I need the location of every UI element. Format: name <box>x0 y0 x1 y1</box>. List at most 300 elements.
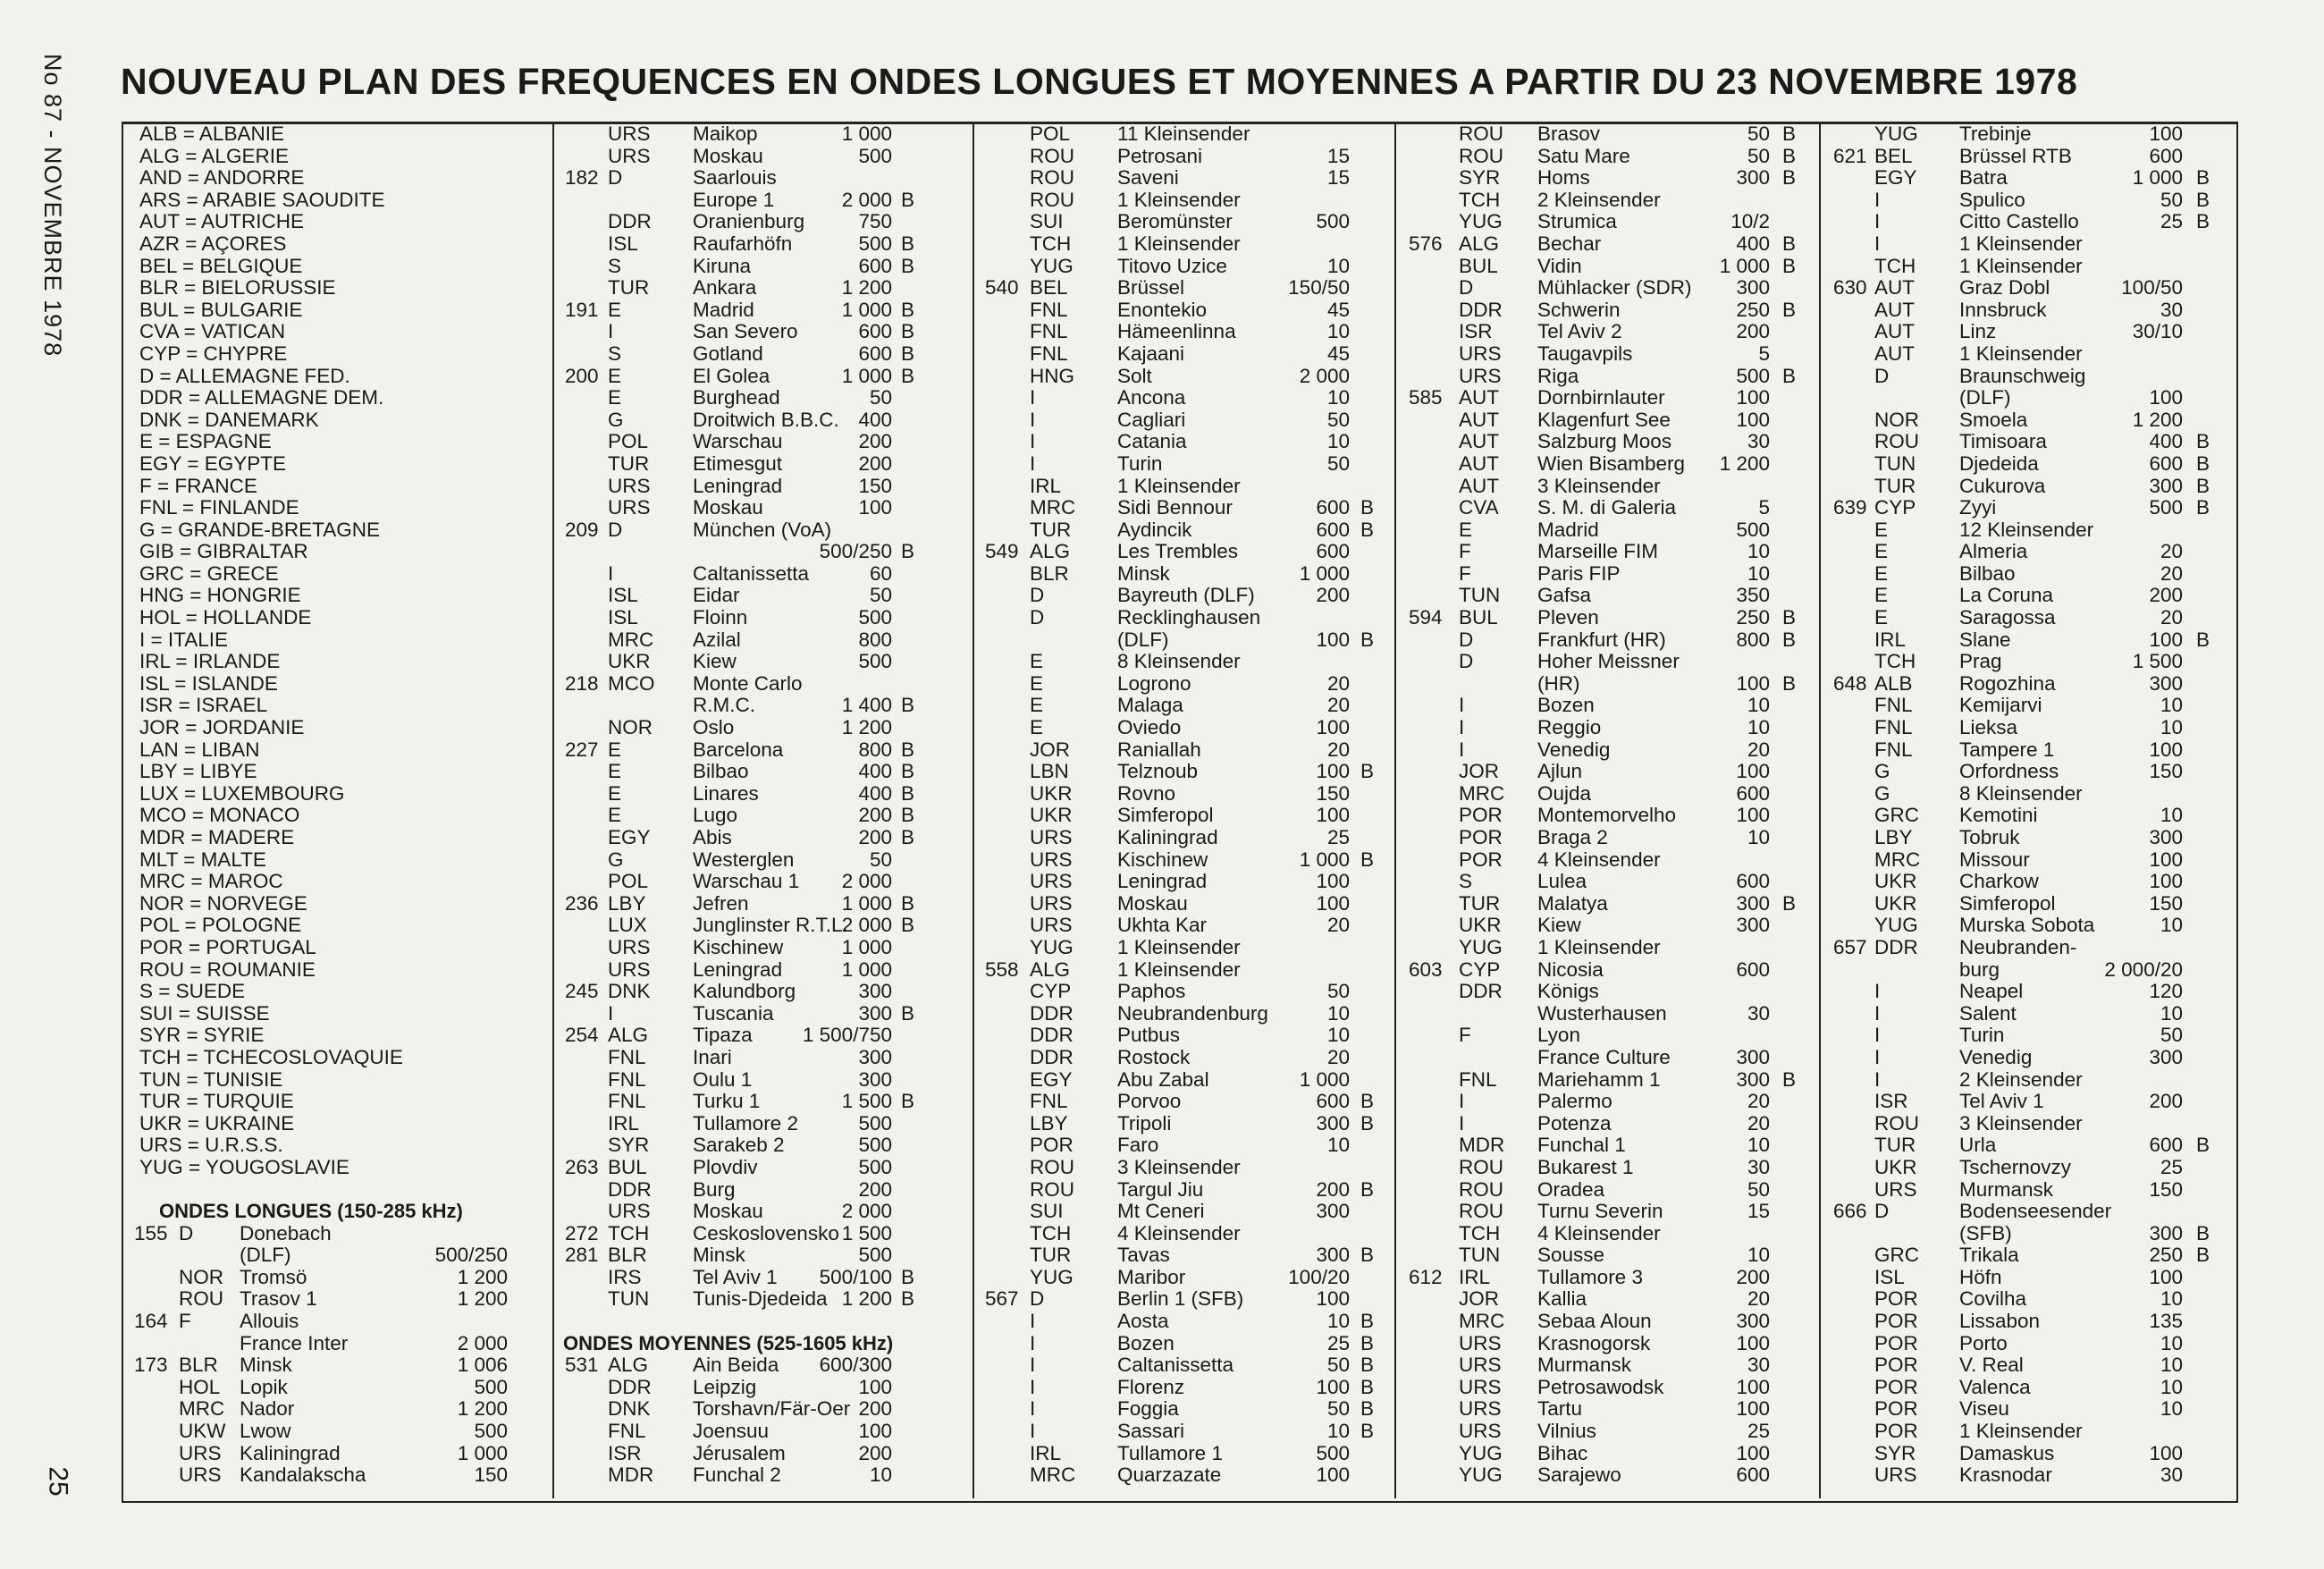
table-row <box>974 651 1393 673</box>
table-row <box>974 299 1393 322</box>
station-name-cell: Wusterhausen <box>1537 1001 1667 1025</box>
table-row <box>974 959 1393 982</box>
b-flag-cell: B <box>901 320 915 343</box>
station-name-cell: Missour <box>1959 848 2030 871</box>
table-row <box>554 1267 971 1289</box>
table-row <box>1396 585 1817 607</box>
legend-item <box>123 299 551 322</box>
legend-text: YUG = YOUGOSLAVIE <box>139 1155 349 1178</box>
legend-item <box>123 343 551 366</box>
legend-item <box>123 1069 551 1092</box>
table-row <box>1821 431 2233 453</box>
table-row <box>554 761 971 783</box>
country-code-cell: GRC <box>1874 1244 1919 1267</box>
power-cell: 50 <box>1326 408 1350 431</box>
station-name-cell: Oulu 1 <box>693 1067 753 1091</box>
station-name-cell: Minsk <box>1117 561 1170 585</box>
table-row <box>554 233 971 256</box>
power-cell: 500 <box>474 1420 508 1443</box>
country-code-cell: TUR <box>1030 518 1072 541</box>
table-row <box>1821 453 2233 476</box>
country-code-cell: I <box>1030 1375 1036 1398</box>
station-name-cell: Dornbirnlauter <box>1537 386 1665 409</box>
country-code-cell: URS <box>179 1464 222 1487</box>
power-cell: 300 <box>1736 166 1770 190</box>
country-code-cell: NOR <box>179 1265 223 1288</box>
station-name-cell: 4 Kleinsender <box>1117 1221 1241 1244</box>
power-cell: 600 <box>858 320 892 343</box>
country-code-cell: D <box>1459 276 1474 299</box>
station-name-cell: Tripoli <box>1117 1111 1172 1135</box>
power-cell: 300 <box>1736 914 1770 937</box>
legend-item <box>123 915 551 937</box>
station-name-cell: Tobruk <box>1959 826 2020 848</box>
b-flag-cell: B <box>1360 1090 1375 1113</box>
table-row <box>974 629 1393 652</box>
country-code-cell: F <box>179 1310 191 1333</box>
station-name-cell: Droitwich B.B.C. <box>693 408 839 431</box>
legend-item <box>123 1113 551 1135</box>
station-name-cell: Paris FIP <box>1537 561 1621 585</box>
table-row <box>554 431 971 453</box>
table-row <box>554 1311 971 1333</box>
power-cell: 20 <box>1747 738 1770 761</box>
country-code-cell: DNK <box>608 980 651 1003</box>
table-row <box>1396 761 1817 783</box>
country-code-cell: YUG <box>1874 914 1918 937</box>
station-name-cell: 1 Kleinsender <box>1959 232 2083 255</box>
legend-text: NOR = NORVEGE <box>139 891 307 915</box>
country-code-cell: E <box>1030 716 1044 739</box>
country-code-cell: UKR <box>608 650 651 673</box>
table-row <box>1821 607 2233 629</box>
station-name-cell: Simferopol <box>1117 804 1214 827</box>
power-cell: 500 <box>858 1244 892 1267</box>
table-row <box>1396 1421 1817 1443</box>
table-row <box>1396 1179 1817 1202</box>
station-name-cell: 1 Kleinsender <box>1959 342 2083 365</box>
station-name-cell: Junglinster R.T.L. <box>693 914 848 937</box>
power-cell: 500 <box>1736 364 1770 387</box>
table-row <box>1396 783 1817 806</box>
country-code-cell: ROU <box>1030 166 1074 190</box>
station-name-cell: Trikala <box>1959 1244 2019 1267</box>
table-row <box>1396 1025 1817 1047</box>
power-cell: 10 <box>1747 1134 1770 1157</box>
country-code-cell: UKR <box>1874 870 1917 893</box>
b-flag-cell: B <box>2196 210 2210 233</box>
power-cell: 60 <box>869 561 892 585</box>
station-name-cell: Tavas <box>1117 1244 1170 1267</box>
b-flag-cell: B <box>901 232 915 255</box>
country-code-cell: ROU <box>1030 1155 1074 1178</box>
table-row <box>1821 366 2233 388</box>
table-row <box>1396 827 1817 849</box>
station-name-cell: Cagliari <box>1117 408 1186 431</box>
b-flag-cell: B <box>2196 451 2210 475</box>
legend-text: LBY = LIBYE <box>139 760 257 783</box>
table-row <box>554 805 971 827</box>
station-name-cell: Malaga <box>1117 694 1183 717</box>
b-flag-cell: B <box>2196 188 2210 211</box>
table-row <box>974 805 1393 827</box>
legend-item <box>123 123 551 146</box>
country-code-cell: D <box>1459 628 1474 651</box>
country-code-cell: YUG <box>1030 254 1074 277</box>
country-code-cell: ROU <box>1459 1177 1503 1201</box>
station-name-cell: 12 Kleinsender <box>1959 518 2094 541</box>
legend-text: ISR = ISRAEL <box>139 694 268 717</box>
station-name-cell: 4 Kleinsender <box>1537 848 1661 871</box>
legend-item <box>123 190 551 212</box>
station-name-cell: Salent <box>1959 1001 2017 1025</box>
country-code-cell: ROU <box>1030 188 1074 211</box>
power-cell: 10 <box>1326 1420 1350 1443</box>
power-cell: 200 <box>1736 320 1770 343</box>
table-row <box>1821 871 2233 893</box>
table-row <box>554 387 971 409</box>
power-cell: 50 <box>869 386 892 409</box>
b-flag-cell: B <box>1360 1111 1375 1135</box>
country-code-cell: FNL <box>1030 1090 1068 1113</box>
table-row <box>1821 981 2233 1003</box>
table-row <box>1821 1223 2233 1245</box>
station-name-cell: Inari <box>693 1045 732 1068</box>
frequency-cell: 164 <box>134 1310 168 1333</box>
country-code-cell: MRC <box>1030 496 1076 519</box>
station-name-cell: Tullamore 1 <box>1117 1441 1223 1464</box>
country-code-cell: TUR <box>608 451 650 475</box>
table-row <box>974 167 1393 190</box>
table-row <box>974 1135 1393 1157</box>
legend-text: TUR = TURQUIE <box>139 1090 294 1113</box>
table-row <box>1821 256 2233 278</box>
legend-text: POL = POLOGNE <box>139 914 302 937</box>
table-row <box>123 1311 551 1333</box>
power-cell: 1 000 <box>841 935 892 958</box>
table-row <box>1821 893 2233 915</box>
table-row <box>974 1333 1393 1355</box>
station-name-cell: Brüssel <box>1117 276 1185 299</box>
country-code-cell: GRC <box>1874 804 1919 827</box>
station-name-cell: Oranienburg <box>693 210 805 233</box>
country-code-cell: UKW <box>179 1420 226 1443</box>
legend-text: LAN = LIBAN <box>139 738 260 761</box>
legend-item <box>123 651 551 673</box>
station-name-cell: Linz <box>1959 320 1997 343</box>
station-name-cell: Potenza <box>1537 1111 1612 1135</box>
station-name-cell: München (VoA) <box>693 518 832 541</box>
power-cell: 50 <box>2160 188 2183 211</box>
table-row <box>974 1113 1393 1135</box>
country-code-cell: URS <box>179 1441 222 1464</box>
power-cell: 200 <box>1736 1265 1770 1288</box>
table-row <box>1396 146 1817 168</box>
table-row <box>554 1244 971 1267</box>
b-flag-cell: B <box>2196 1134 2210 1157</box>
column-2 <box>554 123 971 1498</box>
power-cell: 15 <box>1747 1200 1770 1223</box>
country-code-cell: I <box>1030 451 1036 475</box>
power-cell: 20 <box>2160 561 2183 585</box>
power-cell: 600/300 <box>819 1354 892 1377</box>
power-cell: 100 <box>1316 760 1350 783</box>
table-row <box>974 1311 1393 1333</box>
b-flag-cell: B <box>901 1265 915 1288</box>
frequency-cell: 531 <box>565 1354 599 1377</box>
power-cell: 100 <box>858 1420 892 1443</box>
country-code-cell: E <box>608 298 622 321</box>
power-cell: 20 <box>1326 914 1350 937</box>
country-code-cell: I <box>1030 1420 1036 1443</box>
table-row <box>974 1244 1393 1267</box>
country-code-cell: ALG <box>608 1354 649 1377</box>
power-cell: 100 <box>2149 628 2183 651</box>
table-row <box>1396 1003 1817 1025</box>
station-name-cell: Faro <box>1117 1134 1159 1157</box>
table-row <box>1821 915 2233 937</box>
station-name-cell: Tartu <box>1537 1397 1583 1421</box>
power-cell: 100 <box>2149 123 2183 145</box>
power-cell: 30 <box>1747 1001 1770 1025</box>
power-cell: 300 <box>858 1001 892 1025</box>
station-name-cell: Floinn <box>693 606 748 629</box>
table-row <box>974 1025 1393 1047</box>
station-name-cell: Hoher Meissner <box>1537 650 1680 673</box>
country-code-cell: F <box>1459 1024 1471 1047</box>
station-name-cell: (DLF) <box>240 1244 291 1267</box>
legend-item <box>123 563 551 586</box>
legend-item <box>123 497 551 519</box>
station-name-cell: Putbus <box>1117 1024 1181 1047</box>
station-name-cell: V. Real <box>1959 1354 2024 1377</box>
power-cell: 100 <box>1736 804 1770 827</box>
country-code-cell: I <box>1030 1397 1036 1421</box>
legend-item <box>123 519 551 542</box>
table-row <box>974 673 1393 696</box>
legend-text: ARS = ARABIE SAOUDITE <box>139 188 385 211</box>
station-name-cell: Minsk <box>240 1354 292 1377</box>
power-cell: 10 <box>2160 1331 2183 1354</box>
power-cell: 30 <box>2160 1464 2183 1487</box>
station-name-cell: Oradea <box>1537 1177 1605 1201</box>
power-cell: 100 <box>1316 1464 1350 1487</box>
table-row <box>974 893 1393 915</box>
station-name-cell: Plovdiv <box>693 1155 758 1178</box>
power-cell: 2 000 <box>1299 364 1350 387</box>
table-row <box>554 607 971 629</box>
station-name-cell: Leningrad <box>1117 870 1208 893</box>
table-row <box>1821 805 2233 827</box>
power-cell: 200 <box>858 1397 892 1421</box>
country-code-cell: I <box>1459 716 1465 739</box>
station-name-cell: Tel Aviv 1 <box>1959 1090 2044 1113</box>
power-cell: 120 <box>2149 980 2183 1003</box>
power-cell: 500 <box>858 1111 892 1135</box>
country-code-cell: ALB <box>1874 671 1913 695</box>
legend-item <box>123 673 551 696</box>
country-code-cell: DDR <box>608 1177 652 1201</box>
column-5 <box>1821 123 2233 1498</box>
table-row <box>1396 1333 1817 1355</box>
station-name-cell: Petrosani <box>1117 144 1203 167</box>
country-code-cell: BUL <box>608 1155 647 1178</box>
power-cell: 45 <box>1326 298 1350 321</box>
power-cell: 500 <box>2149 496 2183 519</box>
station-name-cell: Etimesgut <box>693 451 783 475</box>
power-cell: 10 <box>2160 804 2183 827</box>
power-cell: 600 <box>2149 451 2183 475</box>
country-code-cell: FNL <box>608 1090 646 1113</box>
b-flag-cell: B <box>1782 123 1797 145</box>
station-name-cell: Moskau <box>693 1200 763 1223</box>
table-row <box>1396 563 1817 586</box>
country-code-cell: G <box>1874 781 1890 805</box>
station-name-cell: Warschau <box>693 430 783 453</box>
table-row <box>1821 497 2233 519</box>
power-cell: 150 <box>2149 1177 2183 1201</box>
country-code-cell: POR <box>1874 1310 1918 1333</box>
table-row <box>554 190 971 212</box>
table-row <box>123 1333 551 1355</box>
table-row <box>1396 1091 1817 1113</box>
power-cell: 200 <box>2149 584 2183 607</box>
country-code-cell: G <box>608 848 624 871</box>
station-name-cell: Leningrad <box>693 474 783 497</box>
power-cell: 45 <box>1326 342 1350 365</box>
country-code-cell: POR <box>1459 848 1503 871</box>
table-row <box>554 541 971 563</box>
b-flag-cell: B <box>901 781 915 805</box>
power-cell: 100/50 <box>2121 276 2183 299</box>
table-row <box>974 1267 1393 1289</box>
country-code-cell: AUT <box>1459 474 1499 497</box>
frequency-cell: 236 <box>565 891 599 915</box>
country-code-cell: E <box>1030 671 1044 695</box>
b-flag-cell: B <box>901 1001 915 1025</box>
power-cell: 400 <box>2149 430 2183 453</box>
station-name-cell: Monte Carlo <box>693 671 803 695</box>
country-code-cell: FNL <box>1030 342 1068 365</box>
table-row <box>1821 1201 2233 1223</box>
station-name-cell: Mariehamm 1 <box>1537 1067 1661 1091</box>
country-code-cell: E <box>608 781 622 805</box>
country-code-cell: UKR <box>1030 781 1073 805</box>
country-code-cell: E <box>608 386 622 409</box>
table-row <box>554 1091 971 1113</box>
legend-text: URS = U.R.S.S. <box>139 1134 283 1157</box>
country-code-cell: TCH <box>608 1221 650 1244</box>
station-name-cell: Venedig <box>1537 738 1611 761</box>
power-cell: 100 <box>858 1375 892 1398</box>
table-row <box>974 585 1393 607</box>
power-cell: 150 <box>474 1464 508 1487</box>
station-name-cell: Azilal <box>693 628 741 651</box>
station-name-cell: Oviedo <box>1117 716 1182 739</box>
legend-item <box>123 277 551 299</box>
country-code-cell: URS <box>1459 1397 1502 1421</box>
table-row <box>554 1464 971 1487</box>
country-code-cell: URS <box>1459 1420 1502 1443</box>
country-code-cell: TCH <box>1459 188 1501 211</box>
table-row <box>554 673 971 696</box>
power-cell: 10 <box>2160 1397 2183 1421</box>
station-name-cell: Kemotini <box>1959 804 2038 827</box>
country-code-cell: YUG <box>1459 935 1503 958</box>
country-code-cell: E <box>608 804 622 827</box>
b-flag-cell: B <box>1782 1067 1797 1091</box>
table-row <box>1396 123 1817 146</box>
station-name-cell: Telznoub <box>1117 760 1199 783</box>
spacer <box>123 1179 551 1202</box>
country-code-cell: URS <box>1459 1375 1502 1398</box>
legend-text: AUT = AUTRICHE <box>139 210 304 233</box>
frequency-cell: 549 <box>985 540 1019 563</box>
table-row <box>554 1288 971 1311</box>
country-code-cell: FNL <box>1459 1067 1497 1091</box>
station-name-cell: Raniallah <box>1117 738 1201 761</box>
power-cell: 1 500 <box>841 1221 892 1244</box>
table-row <box>1821 146 2233 168</box>
table-row <box>554 629 971 652</box>
power-cell: 20 <box>1747 1111 1770 1135</box>
b-flag-cell: B <box>901 738 915 761</box>
power-cell: 100 <box>1736 1397 1770 1421</box>
country-code-cell: POR <box>1459 804 1503 827</box>
b-flag-cell: B <box>1360 628 1375 651</box>
table-row <box>554 1069 971 1092</box>
legend-text: HNG = HONGRIE <box>139 584 301 607</box>
power-cell: 2 000 <box>841 1200 892 1223</box>
station-name-cell: Damaskus <box>1959 1441 2055 1464</box>
table-row <box>123 1421 551 1443</box>
country-code-cell: URS <box>1874 1177 1917 1201</box>
country-code-cell: I <box>1874 1067 1881 1091</box>
power-cell: 200 <box>858 430 892 453</box>
table-row <box>1821 1025 2233 1047</box>
country-code-cell: LBY <box>1874 826 1913 848</box>
station-name-cell: 1 Kleinsender <box>1117 232 1241 255</box>
station-name-cell: 3 Kleinsender <box>1537 474 1661 497</box>
power-cell: 150 <box>858 474 892 497</box>
table-row <box>974 1398 1393 1421</box>
country-code-cell: I <box>1874 188 1881 211</box>
country-code-cell: MRC <box>179 1397 225 1421</box>
table-row <box>1821 585 2233 607</box>
power-cell: 250 <box>2149 1244 2183 1267</box>
table-row <box>1821 409 2233 432</box>
power-cell: 500 <box>858 650 892 673</box>
country-code-cell: S <box>608 342 622 365</box>
frequency-cell: 254 <box>565 1024 599 1047</box>
station-name-cell: Turnu Severin <box>1537 1200 1663 1223</box>
country-code-cell: AUT <box>1459 451 1499 475</box>
station-name-cell: 3 Kleinsender <box>1959 1111 2083 1135</box>
frequency-cell: 272 <box>565 1221 599 1244</box>
power-cell: 300 <box>858 1067 892 1091</box>
power-cell: 100 <box>2149 1441 2183 1464</box>
country-code-cell: FNL <box>1874 716 1913 739</box>
country-code-cell: ALG <box>1459 232 1500 255</box>
power-cell: 10 <box>1326 1310 1350 1333</box>
country-code-cell: JOR <box>1459 760 1499 783</box>
table-row <box>1821 1377 2233 1399</box>
power-cell: 1 500/750 <box>802 1024 892 1047</box>
b-flag-cell: B <box>2196 628 2210 651</box>
table-row <box>974 1179 1393 1202</box>
table-row <box>1821 1354 2233 1377</box>
station-name-cell: Djedeida <box>1959 451 2039 475</box>
